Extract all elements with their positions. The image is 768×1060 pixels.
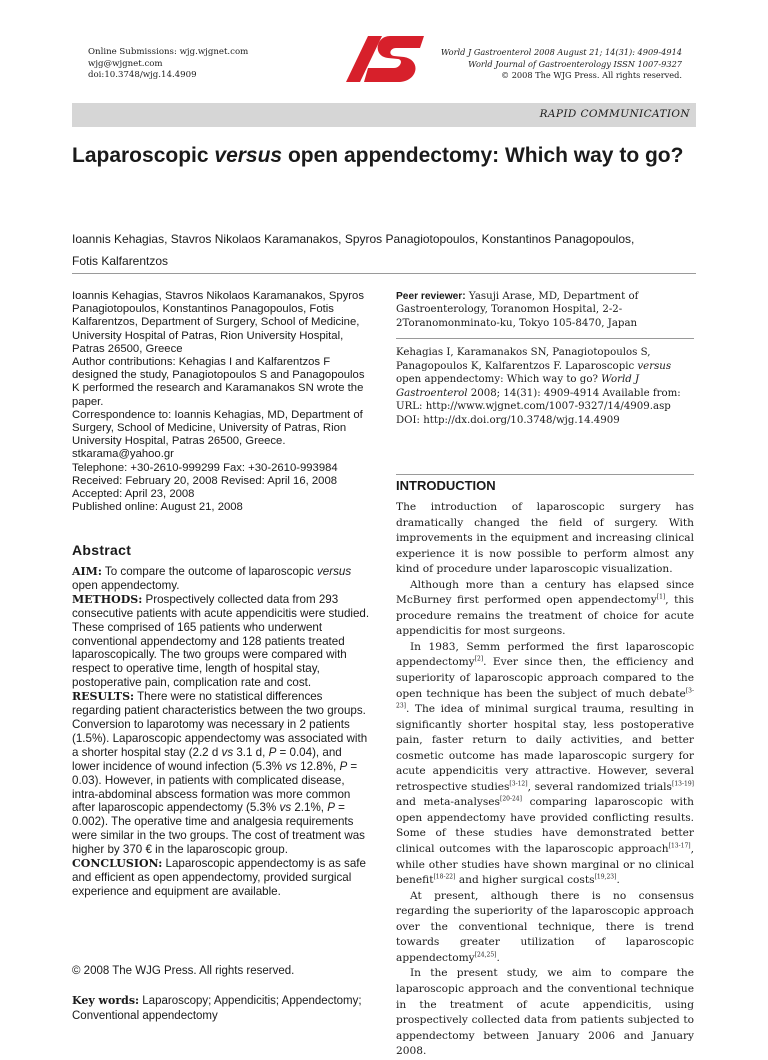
abstract-results: RESULTS: There were no statistical differences regarding patient characteristics between the two groups. Conversion to laparotomy was necessary in 2 patients (1.5%). Laparoscopic appendectomy was associated with a shorter hospital stay (2.2 d vs 3.1 d, P = 0.04), and lower incidence of wound infection (5.3% vs 12.8%, P = 0.03). However, in patients with complicated disease, intra-abdominal abscess formation was more common after laparoscopic appendectomy (5.3% vs 2.1%, P = 0.002). The operative time and analgesia requirements were similar in the two groups. The cost of treatment was higher by 370 € in the laparoscopic group.: [72, 690, 368, 857]
journal-copyright: © 2008 The WJG Press. All rights reserved.: [500, 70, 682, 80]
submission-url: Online Submissions: wjg.wjgnet.com: [88, 47, 249, 57]
abstract-methods: METHODS: Prospectively collected data from 293 consecutive patients with acute appendicitis were studied. These comprised of 165 patients who underwent conventional appendectomy and 128 patients treated laparoscopically. The two groups were compared with respect to operative time, length of hospital stay, postoperative pain, complication rate and cost.: [72, 592, 370, 690]
paragraph: Although more than a century has elapsed since McBurney first performed open appendectomy[1], this procedure remains the treatment of choice for acute appendicitis for most surgeons.: [396, 578, 694, 638]
author-contributions: Author contributions: Kehagias I and Kalfarentzos F designed the study, Panagiotopoulos S and Panagopoulos K performed the research and Karamanakos SN wrote the paper.: [72, 356, 365, 408]
divider: [72, 273, 696, 274]
abstract-body: [72, 565, 370, 899]
abstract-aim: AIM: To compare the outcome of laparoscopic versus open appendectomy.: [72, 565, 352, 592]
peer-reviewer: Peer reviewer: Yasuji Arase, MD, Department of Gastroenterology, Toranomon Hospital, 2-2-2Toranomonminato-ku, Tokyo 105-8470, Japan: [396, 291, 639, 329]
journal-info: [420, 47, 682, 82]
correspondence: Correspondence to: Ioannis Kehagias, MD, Department of Surgery, School of Medicine, University of Patras, Rion University Hospital, Patras 26500, Greece. stkarama@yahoo.gr: [72, 408, 363, 461]
paragraph: The introduction of laparoscopic surgery has dramatically changed the field of surgery. With improvements in the equipment and increasing clinical experience it is now possible to perform almost any kind of procedure under laparoscopic visualization.: [396, 501, 694, 576]
divider: [396, 338, 694, 339]
introduction-body: [396, 500, 694, 1060]
introduction-heading: INTRODUCTION: [396, 478, 496, 493]
submission-email: wjg@wjgnet.com: [88, 58, 163, 69]
doi: doi:10.3748/wjg.14.4909: [88, 70, 197, 80]
paragraph: In the present study, we aim to compare the laparoscopic approach and the conventional technique in the treatment of acute appendicitis, using prospectively collected data from patients subjected to appendectomy between January 2006 and January 2008.: [396, 967, 694, 1058]
received-date: Received: February 20, 2008 Revised: April 16, 2008: [72, 474, 338, 487]
author-list: Ioannis Kehagias, Stavros Nikolaos Karamanakos, Spyros Panagiotopoulos, Konstantinos Panagopoulos, Fotis Kalfarentzos: [72, 232, 635, 268]
affiliation-block: [72, 290, 370, 514]
telephone: Telephone: +30-2610-999299 Fax: +30-2610-993984: [72, 461, 338, 474]
section-bar: [72, 103, 696, 127]
journal-issue: World J Gastroenterol 2008 August 21; 14(31): 4909-4914: [440, 47, 682, 57]
paragraph: At present, although there is no consensus regarding the superiority of the laparoscopic approach over the conventional technique, there is trend towards greater utilization of laparoscopic appendectomy[24,25].: [396, 889, 694, 964]
journal-logo-icon: [338, 32, 426, 84]
affiliation: Ioannis Kehagias, Stavros Nikolaos Karamanakos, Spyros Panagiotopoulos, Konstantinos Panagopoulos, Fotis Kalfarentzos, Department of Surgery, School of Medicine, University Hospital of Patras, Rion University Hospital, Patras 26500, Greece: [72, 290, 364, 355]
section-label: RAPID COMMUNICATION: [539, 108, 690, 120]
published-date: Published online: August 21, 2008: [72, 501, 243, 514]
paragraph: In 1983, Semm performed the first laparoscopic appendectomy[2]. Ever since then, the efficiency and superiority of laparoscopic approach compared to the open technique has been the subject of much debate[3-23]. The idea of minimal surgical trauma, resulting in significantly shorter hospital stay, less postoperative pain, faster return to daily activities, and better cosmetic outcome has made laparoscopic surgery for acute appendicitis very attractive. However, several retrospective studies[3-12], several randomized trials[13-19] and meta-analyses[20-24] comparing laparoscopic with open appendectomy have provided conflicting results. Some of these studies have demonstrated better clinical outcomes with the laparoscopic approach[13-17], while other studies have shown marginal or no clinical benefit[18-22] and higher surgical costs[19,23].: [396, 640, 694, 887]
citation: Kehagias I, Karamanakos SN, Panagiotopoulos S, Panagopoulos K, Kalfarentzos F. Laparoscopic versus open appendectomy: Which way to go? World J Gastroenterol 2008; 14(31): 4909-4914 Available from: URL: http://www.wjgnet.com/1007-9327/14/4909.asp DOI: http://dx.doi.org/10.3748/wjg.14.4909: [396, 347, 681, 426]
accepted-date: Accepted: April 23, 2008: [72, 488, 195, 501]
keywords: Key words: Laparoscopy; Appendicitis; Appendectomy; Conventional appendectomy: [72, 994, 362, 1022]
journal-issn: World Journal of Gastroenterology ISSN 1007-9327: [468, 58, 682, 69]
abstract-conclusion: CONCLUSION: Laparoscopic appendectomy is as safe and efficient as open appendectomy, provided surgical experience and equipment are available.: [72, 857, 366, 898]
abstract-copyright: © 2008 The WJG Press. All rights reserved.: [72, 965, 295, 977]
article-title: Laparoscopic versus open appendectomy: Which way to go?: [72, 144, 684, 167]
submission-info: [88, 47, 248, 82]
divider: [396, 474, 694, 475]
abstract-heading: Abstract: [72, 542, 132, 558]
